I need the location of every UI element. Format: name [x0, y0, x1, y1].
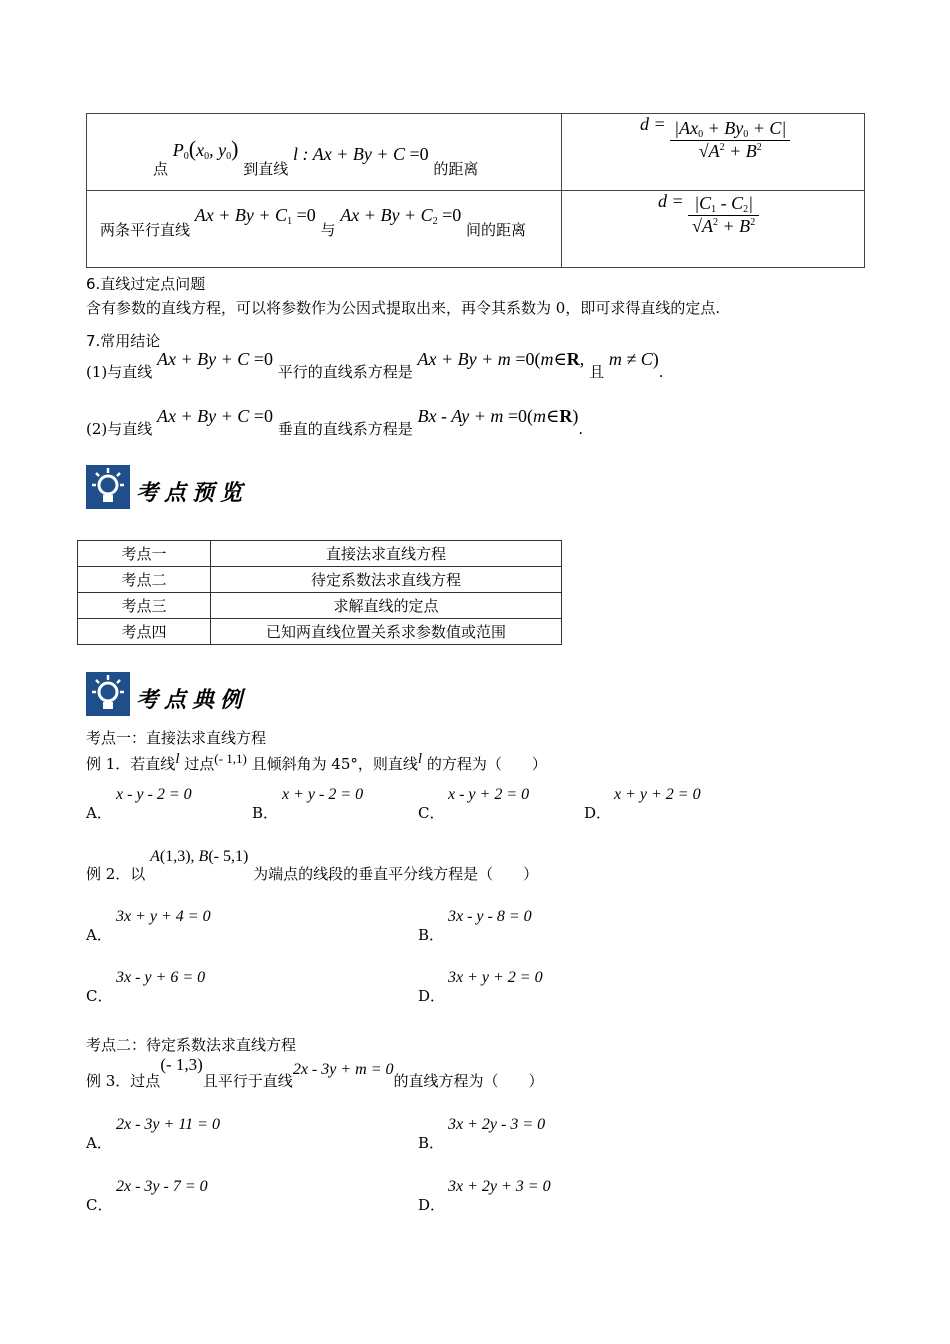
example1-question: 例 1．若直线l 过点(- 1,1) 且倾斜角为 45°，则直线l 的方程为（ ） — [86, 751, 547, 773]
distance-formula-table — [86, 113, 865, 268]
topics-table — [77, 540, 562, 645]
point-line-distance-label: 点 $P_0(x_0$, $y_0$) 到直线 l : Ax + By + C =0 的距离 — [87, 114, 562, 191]
table-row: 考点一 直接法求直线方程 — [78, 541, 562, 567]
section6-title: 6.直线过定点问题 — [86, 275, 206, 293]
topic2-heading: 考点二：待定系数法求直线方程 — [86, 1036, 297, 1054]
section7-item2: (2)与直线 Ax + By + C =0 垂直的直线系方程是 Bx - Ay + m =0(m∈R). — [86, 406, 584, 438]
parallel-lines-distance-formula: d = $\frac{|C_1 - C_2|}{√A^2 + B^2}$ — [562, 191, 865, 268]
table-row: 考点三 求解直线的定点 — [78, 593, 562, 619]
banner-topic-preview: 考点预览 — [136, 481, 249, 506]
lightbulb-icon — [86, 672, 130, 716]
point-line-distance-formula: d = $\frac{|Ax_0 + By_0 + C|}{√A^2 + B^2}$ — [562, 114, 865, 191]
table-row: 考点二 待定系数法求直线方程 — [78, 567, 562, 593]
parallel-lines-distance-label: 两条平行直线 $Ax + By + C_1 =0$ 与 $Ax + By + C_2 =0$ 间的距离 — [87, 191, 562, 268]
example3-question: 例 3．过点(- 1,3)且平行于直线2x - 3y + m = 0的直线方程为（ ） — [86, 1055, 544, 1090]
table-row: 考点四 已知两直线位置关系求参数值或范围 — [78, 619, 562, 645]
banner-topic-examples: 考点典例 — [136, 688, 249, 713]
section7-item1: (1)与直线 Ax + By + C =0 平行的直线系方程是 Ax + By + m =0(m∈R, 且 m ≠ C). — [86, 349, 664, 381]
section6-body: 含有参数的直线方程，可以将参数作为公因式提取出来，再令其系数为 0，即可求得直线的定点. — [86, 299, 721, 317]
example2-question: 例 2．以 A(1,3), B(- 5,1) 为端点的线段的垂直平分线方程是（ ） — [86, 848, 539, 883]
section7-title: 7.常用结论 — [86, 332, 161, 350]
topic1-heading: 考点一：直接法求直线方程 — [86, 729, 267, 747]
lightbulb-icon — [86, 465, 130, 509]
